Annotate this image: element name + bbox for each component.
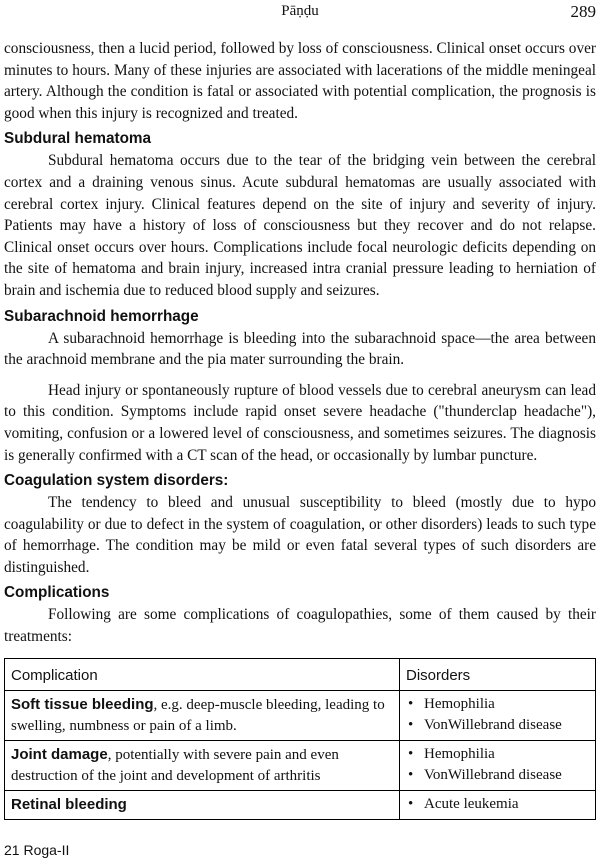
body-paragraph: Following are some complications of coagulopathies, some of them caused by their treatments: <box>4 606 596 646</box>
complication-name: Joint damage <box>11 745 108 763</box>
table-row <box>5 790 596 819</box>
complication-name: Soft tissue bleeding <box>11 695 154 713</box>
disorders-cell <box>400 740 596 790</box>
body-paragraph: consciousness, then a lucid period, followed by loss of consciousness. Clinical onset occurs over minutes to hours. Many of these injuries are associated with lacerations of the middle meningeal artery. Although the condition is fatal or associated with potential complication, the prognosis is good when this injury is recognized and treated. <box>4 40 596 122</box>
body-paragraph: A subarachnoid hemorrhage is bleeding into the subarachnoid space—the area between the arachnoid membrane and the pia mater surrounding the brain. <box>4 329 596 369</box>
table-row <box>5 740 596 790</box>
complication-name: Retinal bleeding <box>11 795 127 813</box>
list-item: • Hemophilia <box>406 744 589 765</box>
section-heading-subdural: Subdural hematoma <box>4 130 152 148</box>
section-heading-subarachnoid: Subarachnoid hemorrhage <box>4 307 199 325</box>
table-header-row <box>5 658 596 690</box>
disorders-list <box>406 744 589 786</box>
section-heading-coagulation: Coagulation system disorders: <box>4 472 229 490</box>
list-item: • VonWillebrand disease <box>406 715 589 736</box>
disorders-list <box>406 694 589 736</box>
body-paragraph: The tendency to bleed and unusual susceptibility to bleed (mostly due to hypo coagulability or due to defect in the system of coagulation, or other disorders) leads to such type of hemorrhage. The condition may be mild or even fatal several types of such disorders are distinguished. <box>4 494 596 576</box>
column-header-complication: Complication <box>5 658 400 690</box>
page-number: 289 <box>570 2 596 21</box>
complications-table <box>4 658 596 820</box>
page-footer: 21 Roga-II <box>4 842 70 858</box>
complication-description: , e.g. deep-muscle bleeding, leading to swelling, numbness or pain of a limb. <box>11 696 385 734</box>
list-item: • Acute leukemia <box>406 794 589 815</box>
section-heading-complications: Complications <box>4 584 110 602</box>
complication-cell <box>5 790 400 819</box>
complication-description: , potentially with severe pain and even destruction of the joint and development of arthritis <box>11 746 339 784</box>
disorders-cell <box>400 790 596 819</box>
list-item: • VonWillebrand disease <box>406 765 589 786</box>
body-paragraph: Subdural hematoma occurs due to the tear of the bridging vein between the cerebral cortex and a draining venous sinus. Acute subdural hematomas are usually associated with cerebral cortex injury. Clinical features depend on the site of injury and severity of injury. Patients may have a history of loss of consciousness but they recover and do not relapse. Clinical onset occurs over hours. Complications include focal neurologic deficits depending on the site of hematoma and brain injury, increased intra cranial pressure leading to herniation of brain and ischemia due to reduced blood supply and seizures. <box>4 152 596 299</box>
disorders-list <box>406 794 589 815</box>
list-item: • Hemophilia <box>406 694 589 715</box>
body-paragraph: Head injury or spontaneously rupture of blood vessels due to cerebral aneurysm can lead to this condition. Symptoms include rapid onset severe headache ("thunderclap headache"), vomiting, confusion or a lowered level of consciousness, and sometimes seizures. The diagnosis is generally confirmed with a CT scan of the head, or occasionally by lumbar puncture. <box>4 381 596 464</box>
disorders-cell <box>400 690 596 740</box>
complication-cell <box>5 740 400 790</box>
page-body <box>4 38 596 820</box>
running-title: Pāṇḍu <box>281 3 319 19</box>
column-header-disorders: Disorders <box>400 658 596 690</box>
complication-cell <box>5 690 400 740</box>
page-header <box>0 2 600 24</box>
table-row <box>5 690 596 740</box>
